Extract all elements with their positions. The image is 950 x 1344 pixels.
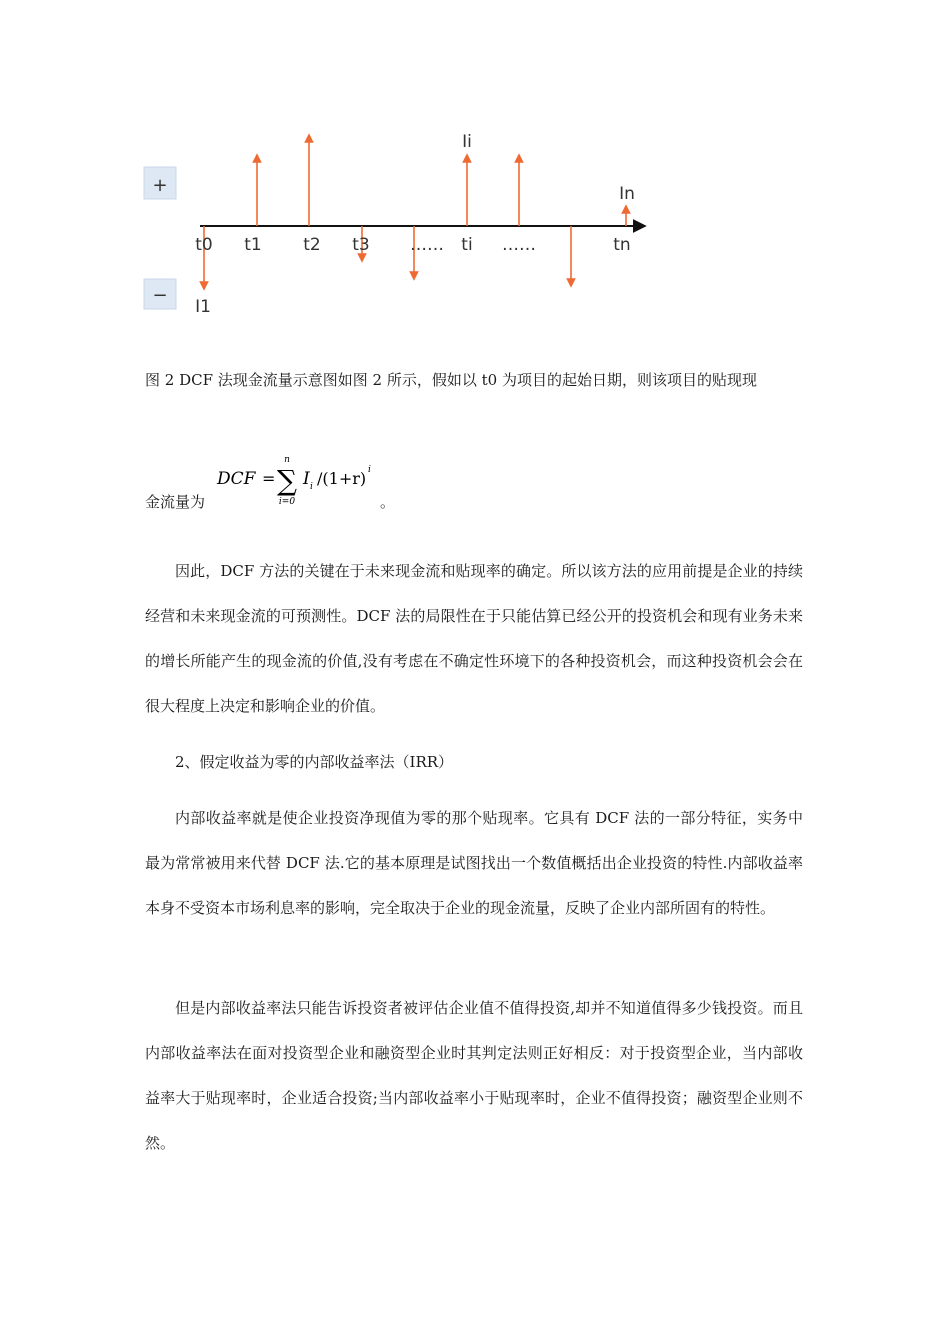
formula-equals: = [262,469,276,488]
formula-intro-text: 金流量为 [145,493,206,511]
cashflow-label-i1: I1 [195,297,211,317]
minus-sign: − [152,285,168,306]
paragraph-irr-definition: 内部收益率就是使企业投资净现值为零的那个贴现率。它具有 DCF 法的一部分特征，实务中最为常常被用来代替 DCF 法.它的基本原理是试图找出一个数值概括出企业投资的特性.内部收益率本身不受资本市场利息率的影响，完全取决于企业的现金流量，反映了企业内部所固有的特性。 [145,809,803,917]
axis-label-ti: ti [461,235,473,255]
axis-label-t0: t0 [195,235,213,255]
formula-term-sub: i [310,482,313,492]
axis-label-t1: t1 [244,235,262,255]
dcf-formula [215,452,385,512]
formula-term-sup: i [368,465,371,475]
cashflow-label-ii: Ii [462,132,472,152]
dcf-cashflow-diagram [0,0,950,330]
formula-sum-sign: ∑ [277,464,297,497]
figure-caption: 图 2 DCF 法现金流量示意图如图 2 所示，假如以 t0 为项目的起始日期，则该项目的贴现现 [145,371,757,389]
formula-sum-lower: i=0 [278,497,296,507]
formula-term-rest: /(1+r) [317,469,367,488]
axis-label-tn: tn [613,235,631,255]
axis-label-t2: t2 [303,235,321,255]
cashflow-label-in: In [619,184,635,204]
formula-lhs: DCF [217,469,256,489]
formula-term-base: I [303,469,310,489]
section-heading-irr: 2、假定收益为零的内部收益率法（IRR） [175,753,454,771]
formula-end-punctuation: 。 [380,493,396,511]
plus-sign: + [152,175,168,196]
axis-label-t3: t3 [352,235,370,255]
paragraph-dcf-limitations: 因此，DCF 方法的关键在于未来现金流和贴现率的确定。所以该方法的应用前提是企业的持续经营和未来现金流的可预测性。DCF 法的局限性在于只能估算已经公开的投资机会和现有业务未来的增长所能产生的现金流的价值,没有考虑在不确定性环境下的各种投资机会，而这种投资机会会在很大程度上决定和影响企业的价值。 [145,562,803,715]
paragraph-irr-limitations: 但是内部收益率法只能告诉投资者被评估企业值不值得投资,却并不知道值得多少钱投资。而且内部收益率法在面对投资型企业和融资型企业时其判定法则正好相反：对于投资型企业，当内部收益率大于贴现率时，企业适合投资;当内部收益率小于贴现率时，企业不值得投资；融资型企业则不然。 [145,999,803,1152]
formula-sum-upper: n [284,455,290,465]
axis-label-ellipsis-1: …… [410,235,444,255]
axis-label-ellipsis-2: …… [502,235,536,255]
